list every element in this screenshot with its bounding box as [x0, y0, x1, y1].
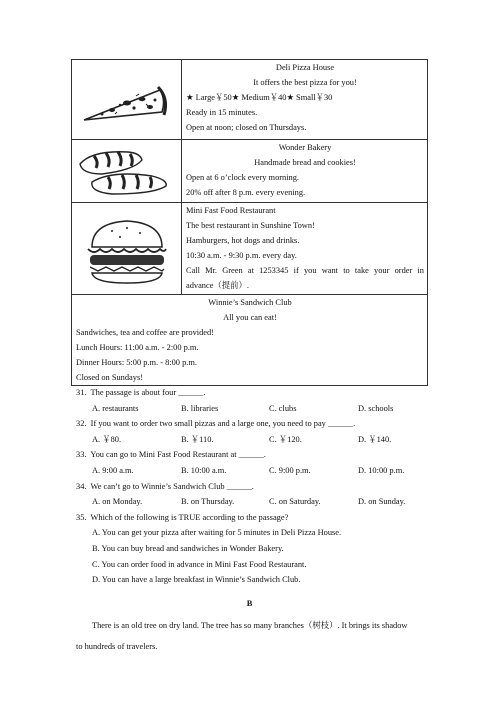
question-text: The passage is about four ______.: [90, 388, 206, 397]
bread-image-cell: [72, 140, 182, 203]
ad-slogan: The best restaurant in Sunshine Town!: [186, 221, 315, 230]
passage-line-1: There is an old tree on dry land. The tree has so many branches（树枝）. It brings its shadow: [92, 621, 408, 630]
passage-line: [76, 615, 425, 636]
ad-row-fastfood: [72, 203, 428, 295]
option-b[interactable]: B. ￥110.: [181, 434, 214, 444]
question-text: If you want to order two small pizzas and a large one, you need to pay ______.: [90, 419, 356, 429]
ad-dinner-hours: Dinner Hours: 5:00 p.m. - 8:00 p.m.: [76, 358, 197, 367]
question-number: 31.: [76, 388, 87, 397]
fastfood-ad-text: [182, 203, 428, 295]
ad-title: Deli Pizza House: [275, 63, 335, 72]
option-a[interactable]: A. on Monday.: [92, 497, 143, 507]
question-number: 33.: [76, 450, 87, 460]
ad-title: Winnie’s Sandwich Club: [208, 298, 292, 307]
ad-title: Wonder Bakery: [278, 143, 332, 152]
ad-row-pizza: [72, 60, 428, 140]
pizza-ad-text: [182, 60, 428, 140]
option-b[interactable]: B. 10:00 a.m.: [181, 465, 227, 475]
ad-row-bakery: [72, 140, 428, 203]
question-33: [76, 447, 426, 463]
option-d[interactable]: D. ￥140.: [358, 434, 392, 444]
section-heading: B: [246, 599, 253, 608]
question-number: 35.: [76, 512, 87, 522]
pizza-slice-icon: [72, 60, 181, 139]
ad-closed: Closed on Sundays!: [76, 373, 143, 382]
option-c[interactable]: C. 9:00 p.m.: [269, 465, 311, 475]
question-31: [76, 385, 426, 401]
question-32: [76, 416, 426, 432]
ad-info: Ready in 15 minutes.: [186, 108, 258, 117]
option-d[interactable]: D. You can have a large breakfast in Winnie’s Sandwich Club.: [92, 575, 301, 585]
bakery-ad-text: [182, 140, 428, 203]
option-c[interactable]: C. ￥120.: [269, 434, 302, 444]
option-b[interactable]: B. You can buy bread and sandwiches in Wonder Bakery.: [92, 543, 284, 553]
ad-hours: Open at noon; closed on Thursdays.: [186, 123, 307, 132]
question-text: You can go to Mini Fast Food Restaurant at ______.: [90, 450, 266, 460]
ad-lunch-hours: Lunch Hours: 11:00 a.m. - 2:00 p.m.: [76, 343, 199, 352]
ad-slogan: It offers the best pizza for you!: [253, 78, 357, 87]
option-d[interactable]: D. schools: [358, 403, 394, 413]
option-a[interactable]: A. ￥80.: [92, 434, 122, 444]
burger-image-cell: [72, 203, 182, 295]
question-text: Which of the following is TRUE according to the passage?: [90, 512, 289, 522]
ad-row-sandwich: [72, 295, 428, 386]
pizza-image-cell: [72, 60, 182, 140]
hamburger-icon: [72, 203, 181, 294]
ad-slogan: All you can eat!: [223, 313, 277, 322]
ad-hours: Open at 6 o’clock every morning.: [186, 173, 300, 182]
question-list: [76, 385, 426, 588]
question-34: [76, 479, 426, 495]
option-a[interactable]: A. restaurants: [92, 403, 139, 413]
passage-paragraph: [76, 615, 425, 657]
question-31-options: [76, 401, 426, 417]
ad-discount: 20% off after 8 p.m. every evening.: [186, 188, 306, 197]
sandwich-ad-text: [72, 295, 428, 386]
option-d[interactable]: D. on Sunday.: [358, 497, 406, 507]
question-33-options: [76, 463, 426, 479]
option-c[interactable]: C. clubs: [269, 403, 297, 413]
ad-contact-cont: advance（提前）.: [186, 281, 250, 290]
ad-menu: Hamburgers, hot dogs and drinks.: [186, 236, 300, 245]
ad-hours: 10:30 a.m. - 9:30 p.m. every day.: [186, 251, 297, 260]
ad-contact: Call Mr. Green at 1253345 if you want to take your order in: [186, 266, 424, 275]
question-35: [76, 510, 426, 526]
ads-table: [71, 59, 428, 386]
question-text: We can’t go to Winnie’s Sandwich Club ______.: [90, 481, 254, 491]
option-a[interactable]: A. You can get your pizza after waiting for 5 minutes in Deli Pizza House.: [92, 528, 342, 538]
bread-loaves-icon: [72, 140, 181, 202]
passage-line-2: to hundreds of travelers.: [76, 642, 158, 651]
option-c[interactable]: C. on Saturday.: [269, 497, 321, 507]
ad-info: Sandwiches, tea and coffee are provided!: [76, 328, 214, 337]
question-number: 34.: [76, 481, 87, 491]
option-b[interactable]: B. on Thursday.: [181, 497, 235, 507]
ad-title: Mini Fast Food Restaurant: [186, 206, 276, 215]
ad-prices: ★ Large￥50★ Medium￥40★ Small￥30: [186, 93, 333, 102]
question-number: 32.: [76, 419, 87, 429]
option-d[interactable]: D. 10:00 p.m.: [358, 465, 405, 475]
option-c[interactable]: C. You can order food in advance in Mini Fast Food Restaurant.: [92, 559, 307, 569]
question-32-options: [76, 432, 426, 448]
question-34-options: [76, 494, 426, 510]
option-b[interactable]: B. libraries: [181, 403, 219, 413]
option-a[interactable]: A. 9:00 a.m.: [92, 465, 134, 475]
ad-slogan: Handmade bread and cookies!: [254, 158, 356, 167]
